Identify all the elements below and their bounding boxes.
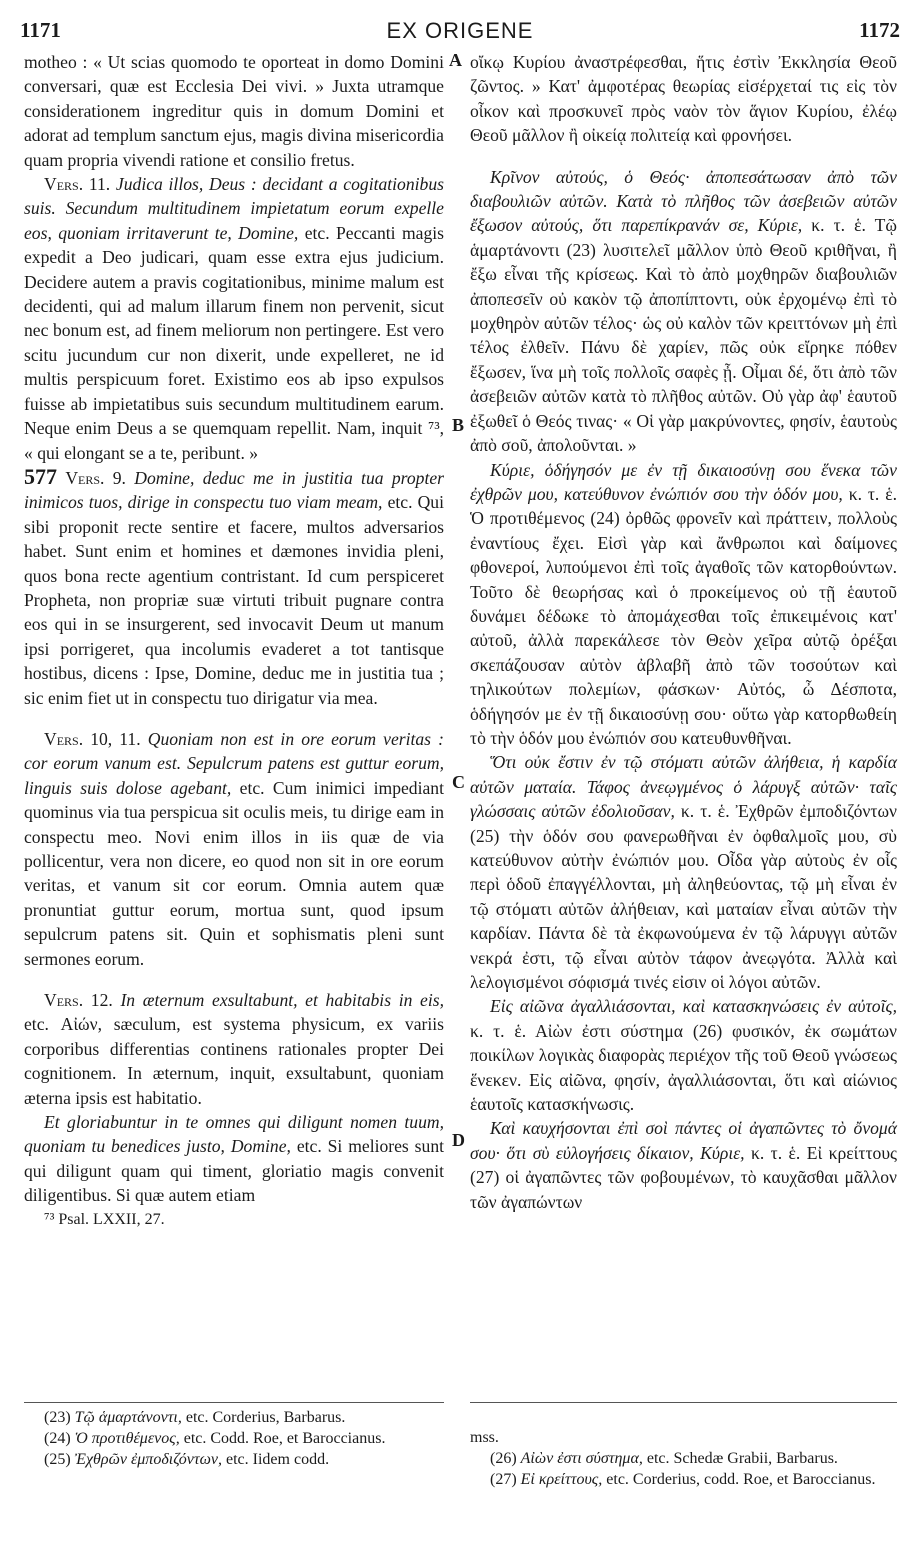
margin-marker-b: B [452,415,465,435]
commentary-text: κ. τ. ἑ. Αἰὼν ἐστι σύστημα (26) φυσικόν, ἐκ σωμάτων ποικίλων λογικὰς διαφορὰς περιέχον τῆς τοῦ Θεοῦ γνώσεως ἕνεκεν. Εἰς αἰῶνα, φησίν, ἀγαλλιάσονται, ὅτι καὶ αἰώνιος ἑαυτοῖς κατασκήνωσις. [470,1020,897,1115]
verse-lemma: Κύριε, ὁδήγησόν με ἐν τῇ δικαιοσύνῃ σου ἕνεκα τῶν ἐχθρῶν μου, κατεύθυνον ἐνώπιόν σου τὴν ὁδόν μου, [470,459,897,504]
commentary-text: κ. τ. ἑ. Ὁ προτιθέμενος (24) ὀρθῶς φρονεῖν καὶ πράττειν, πολλοὺς ἐναντίους ἔχει. Εἰσὶ γὰρ καὶ ἄνθρωποι καὶ δαίμονες φθονεροί, λυπούμενοι ἐπὶ τοῖς ἀγαθοῖς τῶν κατορθούντων. Τοῦτο δὲ θεωρήσας καὶ ὁ προκείμενος οὐ τῇ ἑαυτοῦ δυνάμει δέδωκε τὸ ἀπομάχεσθαι τοῖς ἐπικειμένοις κατ' αὐτοῦ, ἀλλὰ παρεκάλεσε τὸν Θεὸν χεῖρα αὐτῷ ὀρέξαι σκεπάζουσαν αὐτὸν ἀβλαβῆ ἀπὸ τῶν τοσούτων καὶ τηλικούτων πολεμίων, φάσκων· Αὐτός, ὦ Δέσποτα, ὁδήγησόν με ἐν τῇ δικαιοσύνῃ σου· οὕτω γὰρ κατορθωθείη τὸ τὴν ὁδόν μου ἐνώπιόν σου κατευθυνθῆναι. [470,483,897,748]
footnote-continuation: mss. [470,1429,499,1446]
commentary-text: etc. Si meliores sunt qui diligunt quam qui timent, gloriatio magis convenit diligentibus. Si quæ autem etiam [24,1136,444,1206]
commentary-text: etc. Cum inimici impediant quominus via tua perspicua sit oculis meis, tu dirige eam in conspectu meo. Novi enim illos in iis quæ de via pollicentur, vera non dicere, eo quod non sit in ore eorum veritas, et vanum sit cor eorum. Omnia autem quæ pronuntiat guttur eorum, mortua sunt, quod ipsum sepulcrum patens sit. Quin et sophismatis pleni sunt sermones eorum. [24,777,444,969]
verse-lemma: Εἰς αἰῶνα ἀγαλλιάσονται, καὶ κατασκηνώσεις ἐν αὐτοῖς, [490,996,897,1017]
verse-lemma: Domine, deduc me in justitia tua propter inimicos tuos, dirige in conspectu tuo viam meam, [24,467,444,513]
latin-paragraph-1: motheo : « Ut scias quomodo te oporteat in domo Domini conversari, quæ est Ecclesia Dei vivi. » Juxta utramque considerationem ingreditur quis in domum Domini et adorat ad templum sanctum ejus, magis divina misericordia quam propria vivendi ratione et consilio fretus. [24,52,444,170]
verse-lemma: Καὶ καυχήσονται ἐπὶ σοὶ πάντες οἱ ἀγαπῶντες τὸ ὄνομά σου· ὅτι σὺ εὐλογήσεις δίκαιον, Κύριε, [470,1118,897,1163]
verse-lemma: Quoniam non est in ore eorum veritas : cor eorum vanum est. Sepulcrum patens est guttur eorum, linguis suis dolose agebant, [24,728,444,798]
latin-paragraph-5 [24,988,444,1110]
commentary-text: κ. τ. ἑ. Ἐχθρῶν ἐμποδιζόντων (25) τὴν ὁδόν σου φανερωθῆναι ἐν ὀφθαλμοῖς μου, σὺ κατεύθυνον αὐτὴν ἐνώπιόν μου. Οἶδα γὰρ αὐτοὺς ἐν οἷς περὶ ὁδοῦ ἐπαγγέλλονται, μὴ ἀληθεύοντας, τῷ μὴ εἶναι ἐν τῷ στόματι αὐτῶν ἀλήθειαν, καὶ ματαίαν εἶναι αὐτῶν τὴν καρδίαν. Πάντα δὲ τὰ ἐκφωνούμενα ἐν τῷ λάρυγγι αὐτῶν νεκρά ἐστι, τῷ εἶναι αὐτὸν τάφον ἀνεῳγότα. Ἀλλὰ καὶ λελογισμένοι σόφισμά τινές εἰσιν οἱ λόγοι αὐτῶν. [470,801,897,993]
footnotes-left [24,1408,444,1471]
footnote-rule-right [470,1402,897,1403]
footnote-rule-left [24,1402,444,1403]
page-number-right: 1172 [859,18,900,42]
footnote: (27) Εἰ κρείττους, etc. Corderius, codd. Roe, et Baroccianus. [490,1471,876,1488]
greek-paragraph-2 [470,165,897,458]
footnote: (24) Ὁ προτιθέμενος, etc. Codd. Roe, et Baroccianus. [44,1430,386,1447]
greek-paragraph-1: οἴκῳ Κυρίου ἀναστρέφεσθαι, ἥτις ἐστὶν Ἐκκλησία Θεοῦ ζῶντος. » Κατ' ἀμφοτέρας θεωρίας εἰσέρχεταί τις εἰς τὸν οἶκον καὶ προσκυνεῖ πρὸς ναὸν τὸν ἅγιον Κυρίου, ἐλέῳ Θεοῦ μᾶλλον ἢ οἰκείᾳ πολιτείᾳ καὶ φρονήσει. [470,52,897,146]
greek-paragraph-5 [470,994,897,1116]
latin-paragraph-2 [24,172,444,465]
greek-paragraph-3 [470,458,897,751]
verse-label: Vers. 9. [65,467,126,488]
footnote: (26) Αἰὼν ἐστι σύστημα, etc. Schedæ Grabii, Barbarus. [490,1450,838,1467]
margin-marker-a: A [449,50,462,70]
commentary-text: etc. Qui sibi proponit recte sentire et facere, multos adversarios habet. Sunt enim et homines et dæmones invidia pleni, quos bona recte agentium contristant. Id cum perspiceret Propheta, non propriæ suæ virtuti tribuit pugnare contra eos qui in se insurgerent, sed invocavit Deum ut manum ipsi porrigeret, qua incolumis evaderet a tot tantisque hostibus, dicens : Ipse, Domine, deduc me in justitia tua ; sic enim fiet ut in conspectu tuo dirigatur via mea. [24,492,444,708]
commentary-text: κ. τ. ἑ. Τῷ ἁμαρτάνοντι (23) λυσιτελεῖ μᾶλλον ὑπὸ Θεοῦ κριθῆναι, ἢ ἔξω εἶναι τῆς κρίσεως. Καὶ τὸ ἀπὸ μοχθηρῶν διαβουλιῶν ἀποπεσεῖν οὐ κακὸν τῷ ἀποπίπτοντι, οὐκ ἐρχομένῳ ἐπὶ τὸ μοχθηρὸν αὐτῶν τέλος· ὡς οὐ καλὸν τῶν κρειττόνων μὴ ἐπὶ τέλος ἐλθεῖν. Πάνυ δὲ χαρίεν, πῶς οὐκ εἴρηκε πόθεν ἔξωσεν, ἵνα μὴ τοῖς πολλοῖς σαφὲς ᾖ. Οἶμαι δέ, ὅτι ἀπὸ τῶν ἀσεβειῶν αὐτῶν κατὰ τὸ πλῆθος αὐτῶν. Οὐ γὰρ ἀφ' ἑαυτοῦ ἐξωθεῖ ὁ Θεός τινας· « Οἱ γὰρ μακρύνοντες, φησίν, ἑαυτοὺς ἀπὸ σοῦ, ἀπολοῦνται. » [470,215,897,456]
verse-label: Vers. 10, 11. [44,728,141,749]
commentary-text: κ. τ. ἑ. Εἰ κρείττους (27) οἱ ἀγαπῶντες τῶν φοβουμένων, τὸ καυχᾶσθαι μᾶλλον τῶν ἀγαπώντων [470,1142,897,1212]
commentary-text: etc. Peccanti magis expedit a Deo judicari, quam esse extra ejus judicium. Decidere autem a pravis cogitationibus, minime malum est decidenti, qui ad malum illarum finem non pervenit, sicut nec bonum est, ad finem meliorum non pertingere. Est vero scitu jucundum cur non dixerit, unde expelleret, ne id multis perspicuum foret. Existimo eos ab ipso expulsos fuisse ab impietatibus suis secundum multitudinem earum. Neque enim Deus a se quemquam repellit. Nam, inquit ⁷³, « qui elongant se a te, peribunt. » [24,222,444,463]
verse-lemma: Κρῖνον αὐτούς, ὁ Θεός· ἀποπεσάτωσαν ἀπὸ τῶν διαβουλιῶν αὐτῶν. Κατὰ τὸ πλῆθος τῶν ἀσεβειῶν αὐτῶν ἔξωσον αὐτούς, ὅτι παρεπίκρανάν σε, Κύριε, [470,166,897,236]
latin-paragraph-6 [24,1110,444,1208]
verse-lemma: In æternum exsultabunt, et habitabis in eis, [120,990,444,1011]
verse-lemma: Judica illos, Deus : decidant a cogitationibus suis. Secundum multitudinem impietatum eorum expelle eos, quoniam irritaverunt te, Domine, [24,174,444,243]
running-title: EX ORIGENE [386,18,534,43]
latin-paragraph-3 [24,465,444,710]
greek-paragraph-6 [470,1116,897,1214]
verse-label: Vers. 12. [44,990,113,1011]
margin-marker-c: C [452,772,465,792]
column-number: 577 [24,463,57,489]
greek-column [470,50,897,1214]
latin-paragraph-4 [24,727,444,971]
commentary-text: etc. Αἰών, sæculum, est systema physicum, ex variis corporibus differentias continens rationales propter Dei cognitionem. In æternum, inquit, exsultabunt, quoniam æterna ipsis est habitatio. [24,1014,444,1108]
verse-lemma: Ὅτι οὐκ ἔστιν ἐν τῷ στόματι αὐτῶν ἀλήθεια, ἡ καρδία αὐτῶν ματαία. Τάφος ἀνεῳγμένος ὁ λάρυγξ αὐτῶν· ταῖς γλώσσαις αὐτῶν ἐδολιοῦσαν, [470,752,897,822]
margin-marker-d: D [452,1130,465,1150]
footnotes-right [470,1428,897,1491]
verse-lemma: Et gloriabuntur in te omnes qui diligunt nomen tuum, quoniam tu benedices justo, Domine, [24,1112,444,1157]
latin-column [24,50,444,1232]
greek-paragraph-4 [470,750,897,994]
footnote: (23) Τῷ ἁμαρτάνοντι, etc. Corderius, Barbarus. [44,1409,346,1426]
page-header [20,18,900,48]
verse-label: Vers. 11. [44,174,111,195]
scripture-reference: ⁷³ Psal. LXXII, 27. [44,1210,165,1228]
page-number-left: 1171 [20,18,61,42]
footnote: (25) Ἐχθρῶν ἐμποδιζόντων, etc. Iidem codd. [44,1451,330,1468]
